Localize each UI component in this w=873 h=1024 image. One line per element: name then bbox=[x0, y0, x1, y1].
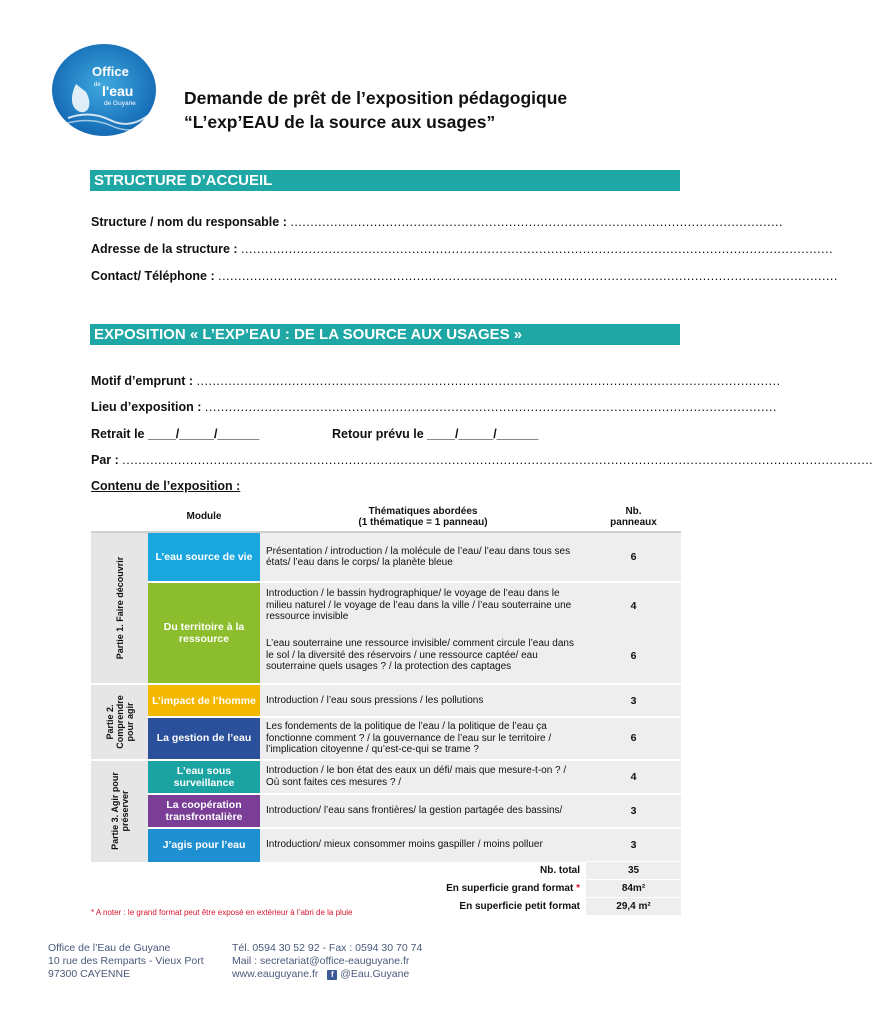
partie-2-label bbox=[105, 695, 135, 749]
contenu-table bbox=[91, 502, 681, 915]
footer-org: Office de l’Eau de Guyane bbox=[48, 942, 171, 954]
logo-guyane-text: de Guyane bbox=[104, 100, 136, 107]
module-cooperation: La coopération transfrontalière bbox=[148, 794, 260, 828]
theme-cell: Les fondements de la politique de l’eau / la politique de l’eau ça fonctionne comment ? / la gouvernance de l’eau sur le territoire / l’implication citoyenne / qu’est-ce-qui se trame ? bbox=[260, 717, 586, 760]
partie-3-line1: Partie 3. Agir pour bbox=[109, 772, 120, 850]
field-structure[interactable] bbox=[91, 215, 783, 229]
title-line-2: “L’exp’EAU de la source aux usages” bbox=[184, 112, 496, 132]
footer-addr: 10 rue des Remparts - Vieux Port bbox=[48, 955, 204, 967]
module-surveillance: L’eau sous surveillance bbox=[148, 760, 260, 794]
footer-web-line bbox=[232, 968, 422, 981]
field-motif[interactable] bbox=[91, 374, 781, 388]
total-row bbox=[91, 862, 681, 880]
nb-cell: 4 bbox=[586, 760, 681, 794]
nb-cell: 3 bbox=[586, 828, 681, 862]
footer-city: 97300 CAYENNE bbox=[48, 968, 131, 980]
table-row bbox=[91, 760, 681, 794]
total-grand-star: * bbox=[576, 883, 580, 894]
nb-cell: 4 bbox=[586, 582, 681, 628]
table-row bbox=[91, 532, 681, 582]
theme-cell: Présentation / introduction / la molécule de l’eau/ l’eau dans tous ses états/ l’eau dans le corps/ la planète bleue bbox=[260, 532, 586, 582]
field-contact-dots: ............................................................................................................................................................ bbox=[218, 269, 838, 283]
footnote: * A noter : le grand format peut être exposé en extérieur à l’abri de la pluie bbox=[91, 908, 353, 917]
logo-eau-text: l'eau bbox=[102, 83, 134, 99]
contenu-heading: Contenu de l’exposition : bbox=[91, 479, 241, 493]
field-par[interactable] bbox=[91, 453, 873, 467]
theme-cell: Introduction/ l’eau sans frontières/ la gestion partagée des bassins/ bbox=[260, 794, 586, 828]
field-adresse-dots: ..................................................................................................................................................... bbox=[241, 242, 834, 256]
field-adresse-label: Adresse de la structure : bbox=[91, 242, 238, 256]
section-heading-structure: STRUCTURE D’ACCUEIL bbox=[90, 170, 680, 191]
table-row bbox=[91, 828, 681, 862]
nb-cell: 6 bbox=[586, 628, 681, 684]
module-gestion: La gestion de l’eau bbox=[148, 717, 260, 760]
field-retour[interactable]: Retour prévu le ____/_____/______ bbox=[332, 427, 539, 441]
field-contact-label: Contact/ Téléphone : bbox=[91, 269, 215, 283]
total-row bbox=[91, 880, 681, 898]
partie-2-line1: Partie 2. bbox=[104, 704, 115, 740]
table-row bbox=[91, 794, 681, 828]
table-row bbox=[91, 582, 681, 628]
section-heading-exposition: EXPOSITION « L’EXP’EAU : DE LA SOURCE AUX USAGES » bbox=[90, 324, 680, 345]
total-value: 35 bbox=[586, 862, 681, 880]
total-grand-label bbox=[91, 880, 586, 898]
field-lieu-dots: ................................................................................................................................................ bbox=[204, 400, 778, 414]
partie-3-line2: préserver bbox=[119, 790, 130, 832]
nb-cell: 6 bbox=[586, 717, 681, 760]
nb-cell: 3 bbox=[586, 684, 681, 717]
partie-3-cell bbox=[91, 760, 148, 862]
logo-office-text: Office bbox=[92, 64, 129, 79]
theme-cell: Introduction / le bon état des eaux un défi/ mais que mesure-t-on ? / Où sont faites ces mesures ? / bbox=[260, 760, 586, 794]
header-thematiques-line1: Thématiques abordées bbox=[368, 505, 478, 517]
partie-2-line2: Comprendre bbox=[114, 694, 125, 749]
total-grand-value: 84m² bbox=[586, 880, 681, 898]
partie-1-label: Partie 1. Faire découvrir bbox=[114, 556, 125, 660]
partie-2-line3: pour agir bbox=[124, 702, 135, 742]
theme-cell: Introduction / le bassin hydrographique/ le voyage de l’eau dans le milieu naturel / le voyage de l’eau dans la ville / l’eau souterraine une ressource invisible bbox=[260, 582, 586, 628]
title-line-1: Demande de prêt de l’exposition pédagogique bbox=[184, 88, 568, 108]
field-lieu[interactable] bbox=[91, 400, 778, 414]
total-petit-value: 29,4 m² bbox=[586, 898, 681, 916]
facebook-icon: f bbox=[327, 970, 337, 980]
office-eau-logo bbox=[50, 38, 158, 138]
table-row bbox=[91, 684, 681, 717]
total-grand-label-text: En superficie grand format bbox=[446, 883, 574, 894]
footer-address bbox=[48, 942, 204, 981]
nb-cell: 6 bbox=[586, 532, 681, 582]
table-row bbox=[91, 717, 681, 760]
header-thematiques-line2: (1 thématique = 1 panneau) bbox=[358, 516, 488, 528]
module-jagis: J’agis pour l’eau bbox=[148, 828, 260, 862]
field-lieu-label: Lieu d’exposition : bbox=[91, 400, 202, 414]
footer-tel: Tél. 0594 30 52 92 - Fax : 0594 30 70 74 bbox=[232, 942, 423, 954]
theme-cell: Introduction / l’eau sous pressions / les pollutions bbox=[260, 684, 586, 717]
field-contact[interactable] bbox=[91, 269, 838, 283]
footer-contact bbox=[232, 942, 422, 981]
header-nb-line1: Nb. bbox=[625, 505, 642, 517]
theme-cell: Introduction/ mieux consommer moins gaspiller / moins polluer bbox=[260, 828, 586, 862]
field-adresse[interactable] bbox=[91, 242, 834, 256]
theme-cell: L’eau souterraine une ressource invisible/ comment circule l’eau dans le sol / la diversité des réservoirs / une ressource captée/ eau souterraine quels usages ? / la protection des captages bbox=[260, 628, 586, 684]
field-retrait[interactable]: Retrait le ____/_____/______ bbox=[91, 427, 260, 441]
field-structure-label: Structure / nom du responsable : bbox=[91, 215, 287, 229]
logo-de-text: de bbox=[94, 82, 101, 88]
partie-3-label bbox=[110, 772, 130, 850]
partie-1-cell bbox=[91, 532, 148, 684]
header-nb bbox=[586, 502, 681, 532]
field-structure-dots: ............................................................................................................................ bbox=[290, 215, 783, 229]
field-motif-dots: ................................................................................................................................................... bbox=[196, 374, 781, 388]
nb-cell: 3 bbox=[586, 794, 681, 828]
total-petit-label-text: En superficie petit format bbox=[459, 900, 580, 912]
field-motif-label: Motif d’emprunt : bbox=[91, 374, 194, 388]
footer-web[interactable]: www.eauguyane.fr bbox=[232, 968, 319, 980]
header-nb-line2: panneaux bbox=[610, 516, 657, 528]
header-module: Module bbox=[148, 502, 260, 532]
footer-facebook[interactable]: @Eau.Guyane bbox=[340, 968, 410, 980]
header-thematiques bbox=[260, 502, 586, 532]
module-territoire: Du territoire à la ressource bbox=[148, 582, 260, 684]
module-eau-source: L’eau source de vie bbox=[148, 532, 260, 582]
field-par-dots: ............................................................................................................................................................................................. bbox=[122, 453, 873, 467]
table-header-row bbox=[91, 502, 681, 532]
footer-mail[interactable]: Mail : secretariat@office-eauguyane.fr bbox=[232, 955, 410, 967]
module-impact: L’impact de l’homme bbox=[148, 684, 260, 717]
field-par-label: Par : bbox=[91, 453, 119, 467]
page-title bbox=[184, 86, 567, 134]
total-label-text: Nb. total bbox=[540, 865, 580, 876]
partie-2-cell bbox=[91, 684, 148, 760]
total-label bbox=[91, 862, 586, 880]
